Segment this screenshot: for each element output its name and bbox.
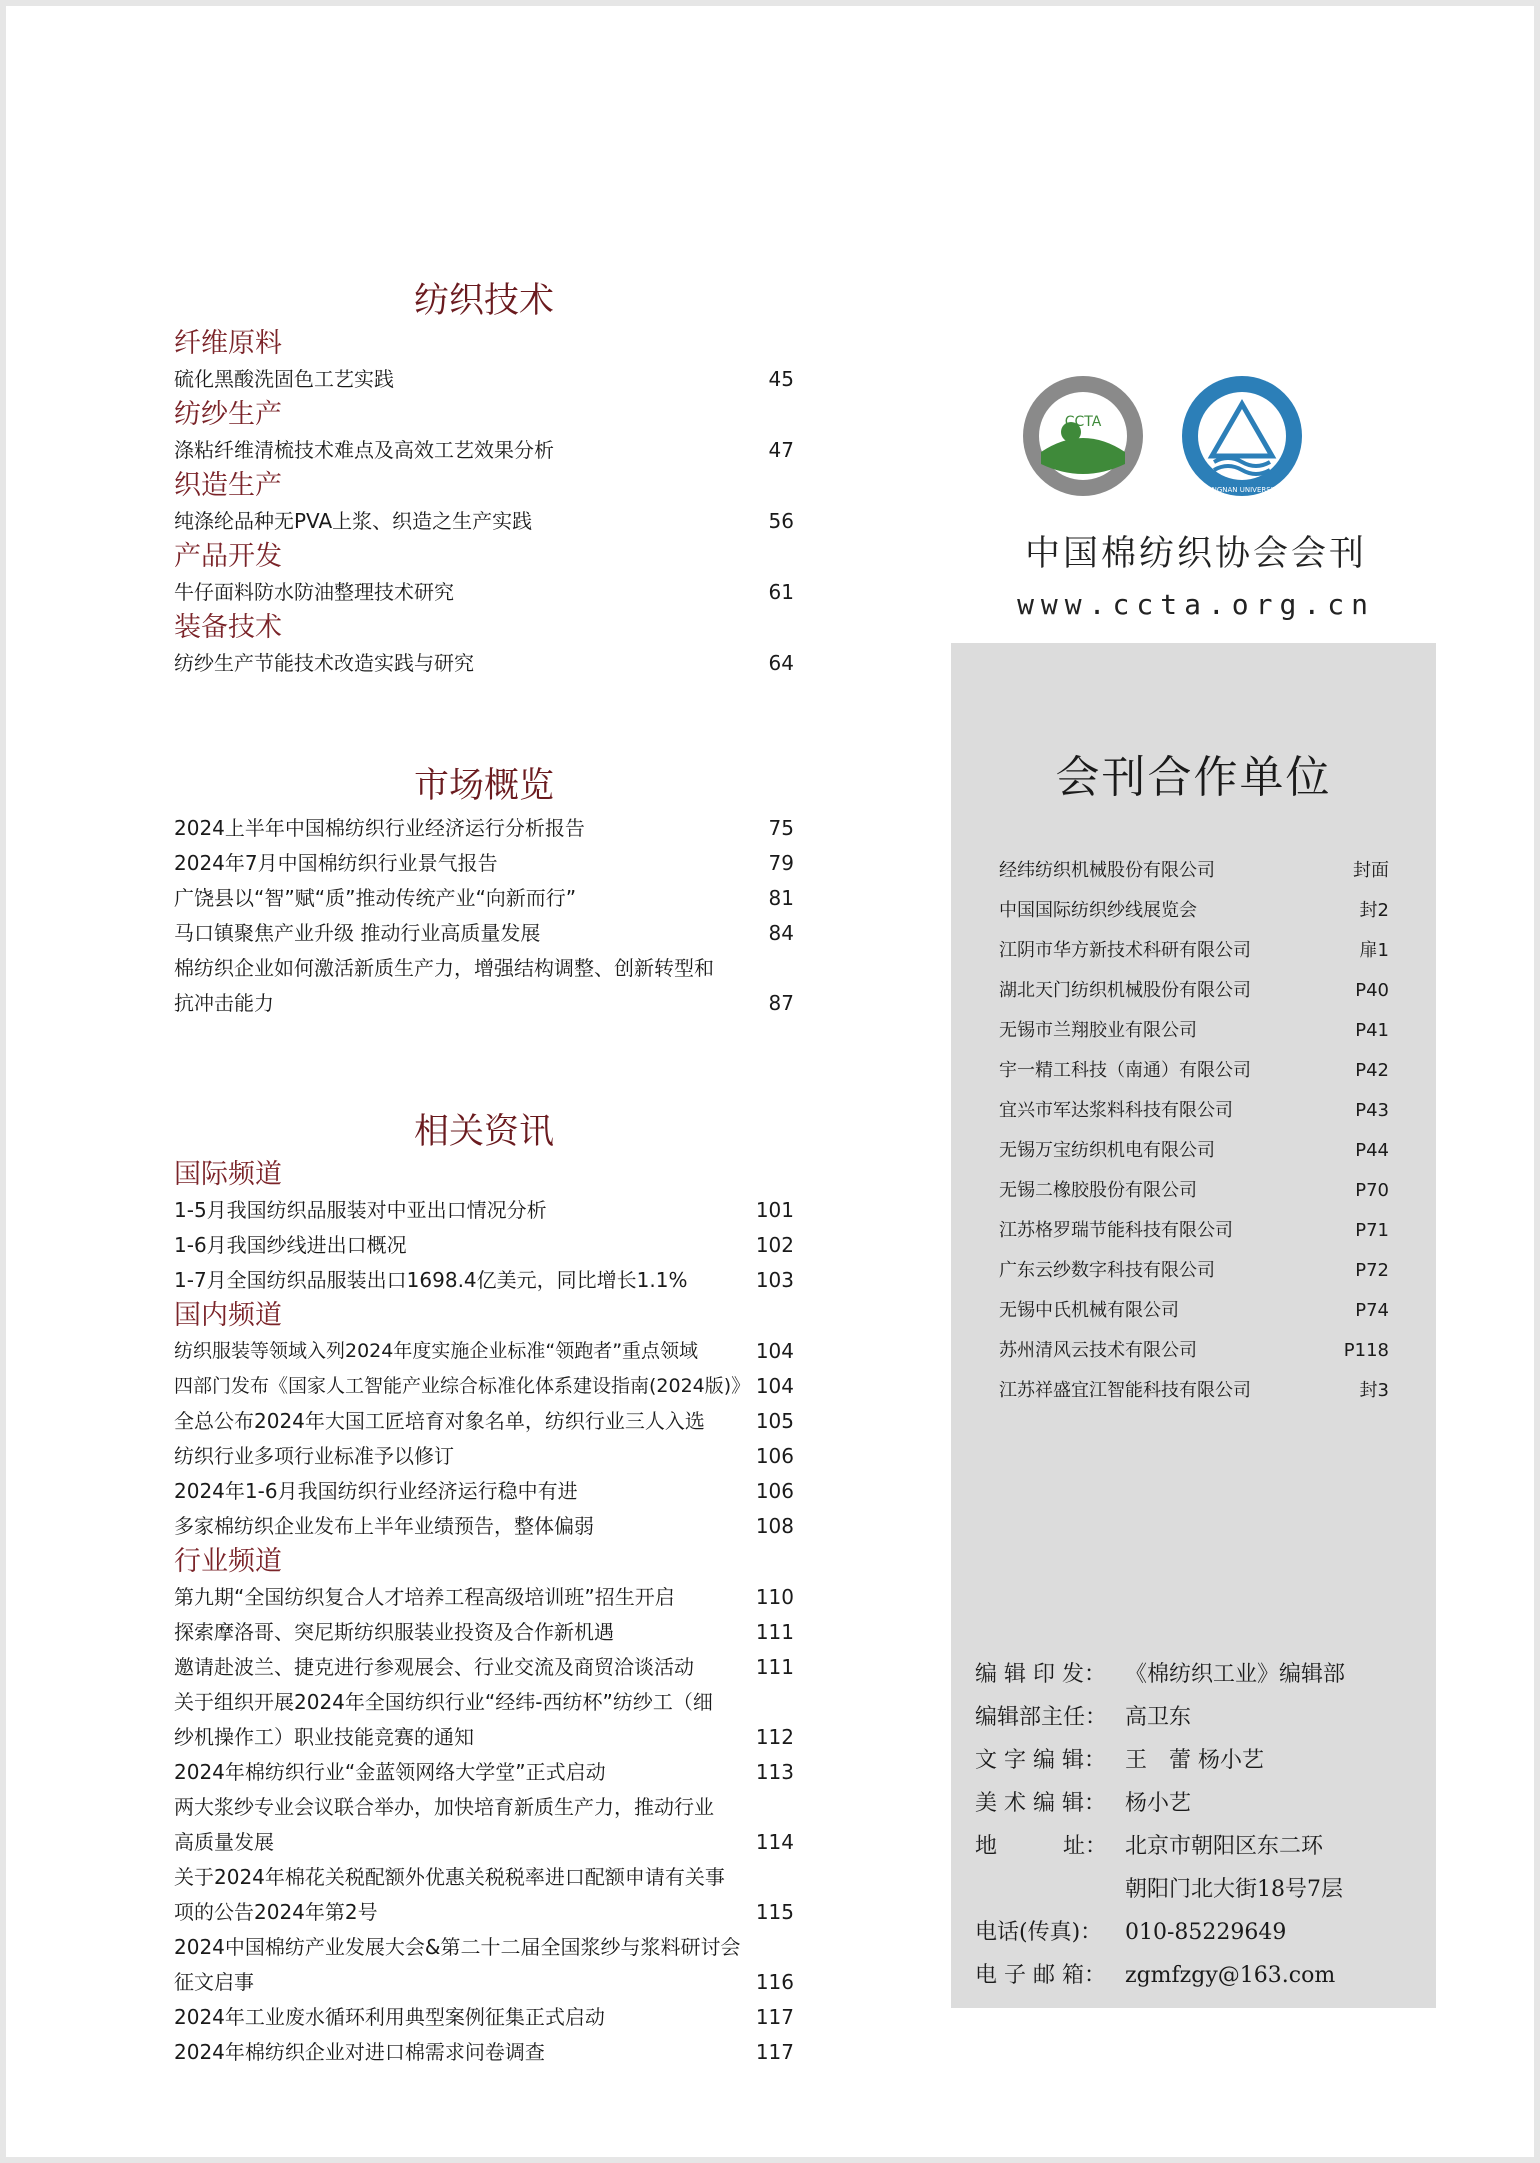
editorial-key: 编 辑 印 发： (975, 1662, 1106, 1687)
toc-entry-title: 2024年7月中国棉纺织行业景气报告 (174, 851, 498, 875)
toc-entry[interactable] (174, 1895, 794, 1930)
toc-entry[interactable] (174, 2000, 794, 2035)
ccta-logo-icon (1021, 374, 1145, 498)
toc-entry-page: 117 (755, 2005, 794, 2029)
editorial-row (975, 1653, 1425, 1696)
partner-name: 江阴市华方新技术科研有限公司 (999, 940, 1251, 961)
toc-entry-title: 探索摩洛哥、突尼斯纺织服装业投资及合作新机遇 (174, 1620, 614, 1644)
toc-entry[interactable] (174, 1474, 794, 1509)
partner-page: P74 (1355, 1300, 1389, 1321)
toc-entry-page: 87 (768, 991, 794, 1015)
partner-page: 封3 (1359, 1380, 1389, 1401)
toc-entry[interactable] (174, 433, 794, 468)
partner-item[interactable] (999, 1091, 1389, 1131)
partner-item[interactable] (999, 931, 1389, 971)
partner-name: 江苏祥盛宜江智能科技有限公司 (999, 1380, 1251, 1401)
editorial-info (975, 1653, 1425, 1997)
toc-entry[interactable] (174, 1193, 794, 1228)
partner-name: 宜兴市军达浆料科技有限公司 (999, 1100, 1233, 1121)
toc-entry-title: 1-5月我国纺织品服装对中亚出口情况分析 (174, 1198, 547, 1222)
publication-title: 中国棉纺织协会会刊 (1024, 534, 1367, 574)
toc-entry[interactable] (174, 1580, 794, 1615)
editorial-key (975, 1868, 1125, 1911)
partner-item[interactable] (999, 851, 1389, 891)
toc-entry-page: 112 (755, 1725, 794, 1749)
partner-panel-title: 会刊合作单位 (1055, 752, 1332, 803)
partner-item[interactable] (999, 1131, 1389, 1171)
toc-entry-page: 104 (755, 1374, 794, 1398)
jiangnan-logo-icon (1180, 374, 1304, 498)
editorial-value: 010-85229649 (1125, 1920, 1287, 1945)
toc-entry-page: 111 (755, 1655, 794, 1679)
toc-entry-title: 牛仔面料防水防油整理技术研究 (174, 580, 454, 604)
toc-entry-title: 纯涤纶品种无PVA上浆、织造之生产实践 (174, 509, 533, 533)
toc-entry[interactable] (174, 2035, 794, 2070)
toc-entry[interactable] (174, 1334, 794, 1369)
editorial-row (975, 1696, 1425, 1739)
toc-entry-title: 四部门发布《国家人工智能产业综合标准化体系建设指南(2024版)》 (174, 1375, 751, 1397)
toc-entry-page: 104 (755, 1339, 794, 1363)
toc-entry-title: 纺织服装等领域入列2024年度实施企业标准“领跑者”重点领域 (174, 1340, 699, 1362)
editorial-value: 朝阳门北大街18号7层 (1125, 1877, 1343, 1902)
toc-entry-title: 2024年工业废水循环利用典型案例征集正式启动 (174, 2005, 605, 2029)
partner-page: P42 (1355, 1060, 1389, 1081)
toc-entry-page: 106 (755, 1444, 794, 1468)
partner-page: P71 (1355, 1220, 1389, 1241)
toc-entry-page: 114 (755, 1830, 794, 1854)
toc-entry-page: 105 (755, 1409, 794, 1433)
toc-entry-page: 61 (768, 580, 794, 604)
jiangnan-university-logo (1180, 374, 1304, 498)
toc-entry-title: 2024年棉纺织行业“金蓝领网络大学堂”正式启动 (174, 1760, 606, 1784)
partner-item[interactable] (999, 971, 1389, 1011)
editorial-value: 北京市朝阳区东二环 (1125, 1834, 1324, 1859)
subsection-title: 国内频道 (174, 1300, 282, 1331)
toc-entry-title-line2: 征文启事 (174, 1970, 254, 1994)
editorial-key: 文 字 编 辑： (975, 1748, 1106, 1773)
editorial-value: 《棉纺织工业》编辑部 (1125, 1662, 1346, 1687)
partner-name: 湖北天门纺织机械股份有限公司 (999, 980, 1251, 1001)
editorial-row (975, 1911, 1425, 1954)
partner-item[interactable] (999, 1371, 1389, 1411)
toc-entry-title-line1[interactable]: 棉纺织企业如何激活新质生产力，增强结构调整、创新转型和 (174, 956, 714, 980)
partner-name: 中国国际纺织纱线展览会 (999, 900, 1197, 921)
partner-name: 无锡万宝纺织机电有限公司 (999, 1140, 1215, 1161)
partner-item[interactable] (999, 891, 1389, 931)
editorial-row (975, 1782, 1425, 1825)
partner-page: 扉1 (1359, 940, 1389, 961)
partner-page: P43 (1355, 1100, 1389, 1121)
subsection-title: 纤维原料 (174, 328, 282, 359)
toc-entry-title: 1-7月全国纺织品服装出口1698.4亿美元，同比增长1.1% (174, 1268, 688, 1292)
toc-entry-page: 56 (768, 509, 794, 533)
toc-entry[interactable] (174, 986, 794, 1021)
toc-entry-title-line1[interactable]: 2024中国棉纺产业发展大会&第二十二届全国浆纱与浆料研讨会 (174, 1935, 741, 1959)
toc-entry-page: 79 (768, 851, 794, 875)
toc-entry[interactable] (174, 1720, 794, 1755)
ccta-logo (1021, 374, 1145, 498)
toc-entry-page: 108 (755, 1514, 794, 1538)
toc-entry-page: 84 (768, 921, 794, 945)
toc-entry-page: 116 (755, 1970, 794, 1994)
toc-entry[interactable] (174, 846, 794, 881)
toc-entry-title: 全总公布2024年大国工匠培育对象名单，纺织行业三人入选 (174, 1409, 705, 1433)
toc-entry-title: 马口镇聚焦产业升级 推动行业高质量发展 (174, 921, 541, 945)
partner-page: P118 (1343, 1340, 1389, 1361)
partner-list (999, 851, 1389, 1411)
toc-entry[interactable] (174, 1369, 794, 1404)
toc-entry-title-line1[interactable]: 关于2024年棉花关税配额外优惠关税税率进口配额申请有关事 (174, 1865, 725, 1889)
toc-entry-page: 103 (755, 1268, 794, 1292)
magazine-page (6, 6, 1534, 2157)
toc-entry-title: 纺纱生产节能技术改造实践与研究 (174, 651, 474, 675)
partner-page: P70 (1355, 1180, 1389, 1201)
partner-item[interactable] (999, 1251, 1389, 1291)
toc-entry-title: 纺织行业多项行业标准予以修订 (174, 1444, 454, 1468)
toc-entry[interactable] (174, 1615, 794, 1650)
partner-page: 封2 (1359, 900, 1389, 921)
toc-entry-title-line1[interactable]: 关于组织开展2024年全国纺织行业“经纬-西纺杯”纺纱工（细 (174, 1690, 713, 1714)
editorial-key: 地 址： (975, 1834, 1108, 1859)
editorial-value: 高卫东 (1125, 1705, 1192, 1730)
subsection-title: 纺纱生产 (174, 399, 282, 430)
partner-name: 宇一精工科技（南通）有限公司 (999, 1060, 1251, 1081)
section-title: 市场概览 (413, 766, 554, 806)
partner-item[interactable] (999, 1171, 1389, 1211)
toc-entry-title: 广饶县以“智”赋“质”推动传统产业“向新而行” (174, 886, 577, 910)
jiangnan-logo-text: JIANGNAN UNIVERSITY (1202, 486, 1282, 494)
section-title: 相关资讯 (413, 1112, 554, 1152)
toc-entry[interactable] (174, 916, 794, 951)
toc-entry[interactable] (174, 362, 794, 397)
toc-entry-page: 102 (755, 1233, 794, 1257)
toc-entry-title: 涤粘纤维清梳技术难点及高效工艺效果分析 (174, 438, 554, 462)
partner-page: P41 (1355, 1020, 1389, 1041)
toc-entry-page: 113 (755, 1760, 794, 1784)
partner-item[interactable] (999, 1211, 1389, 1251)
toc-entry[interactable] (174, 1439, 794, 1474)
toc-entry[interactable] (174, 881, 794, 916)
partner-item[interactable] (999, 1051, 1389, 1091)
editorial-row (975, 1954, 1425, 1997)
subsection-title: 国际频道 (174, 1159, 282, 1190)
editorial-value: 杨小艺 (1125, 1791, 1192, 1816)
toc-entry[interactable] (174, 1650, 794, 1685)
partner-name: 无锡二橡胶股份有限公司 (999, 1180, 1197, 1201)
toc-entry-title: 2024年棉纺织企业对进口棉需求问卷调查 (174, 2040, 545, 2064)
toc-entry-title: 2024上半年中国棉纺织行业经济运行分析报告 (174, 816, 585, 840)
editorial-row (975, 1739, 1425, 1782)
toc-entry-page: 101 (755, 1198, 794, 1222)
toc-entry-page: 111 (755, 1620, 794, 1644)
toc-entry-title: 硫化黑酸洗固色工艺实践 (174, 367, 394, 391)
partner-page: P44 (1355, 1140, 1389, 1161)
partner-item[interactable] (999, 1331, 1389, 1371)
subsection-title: 产品开发 (174, 541, 282, 572)
section-title: 纺织技术 (413, 281, 554, 321)
toc-entry[interactable] (174, 1825, 794, 1860)
toc-entry-title-line2: 抗冲击能力 (174, 991, 274, 1015)
editorial-key: 电 子 邮 箱： (975, 1963, 1106, 1988)
toc-entry[interactable] (174, 646, 794, 681)
partner-name: 无锡中氏机械有限公司 (999, 1300, 1179, 1321)
toc-entry[interactable] (174, 1228, 794, 1263)
toc-entry[interactable] (174, 1755, 794, 1790)
toc-entry-page: 106 (755, 1479, 794, 1503)
toc-entry-page: 75 (768, 816, 794, 840)
section-gap (174, 681, 794, 761)
toc-entry[interactable] (174, 1509, 794, 1544)
toc-entry-page: 45 (768, 367, 794, 391)
editorial-key: 编辑部主任： (975, 1705, 1108, 1730)
subsection-title: 织造生产 (174, 470, 282, 501)
toc-entry-title-line2: 项的公告2024年第2号 (174, 1900, 378, 1924)
table-of-contents (174, 276, 794, 2070)
toc-entry-title: 多家棉纺织企业发布上半年业绩预告，整体偏弱 (174, 1514, 594, 1538)
partner-page: P72 (1355, 1260, 1389, 1281)
toc-entry-title-line1[interactable]: 两大浆纱专业会议联合举办，加快培育新质生产力，推动行业 (174, 1795, 714, 1819)
toc-entry-page: 110 (755, 1585, 794, 1609)
partner-page: P40 (1355, 980, 1389, 1001)
toc-entry-page: 115 (755, 1900, 794, 1924)
toc-entry-page: 117 (755, 2040, 794, 2064)
toc-entry[interactable] (174, 575, 794, 610)
toc-entry-title: 1-6月我国纱线进出口概况 (174, 1233, 407, 1257)
toc-entry[interactable] (174, 1404, 794, 1439)
partner-name: 经纬纺织机械股份有限公司 (999, 860, 1215, 881)
toc-entry-page: 47 (768, 438, 794, 462)
partner-name: 江苏格罗瑞节能科技有限公司 (999, 1220, 1233, 1241)
subsection-title: 装备技术 (174, 612, 282, 643)
publication-url[interactable]: www.ccta.org.cn (1017, 588, 1375, 621)
toc-entry[interactable] (174, 504, 794, 539)
toc-entry-title-line2: 纱机操作工）职业技能竞赛的通知 (174, 1725, 474, 1749)
toc-entry-page: 81 (768, 886, 794, 910)
toc-entry-page: 64 (768, 651, 794, 675)
partner-item[interactable] (999, 1011, 1389, 1051)
partner-name: 苏州清风云技术有限公司 (999, 1340, 1197, 1361)
partner-item[interactable] (999, 1291, 1389, 1331)
ccta-logo-text: CCTA (1064, 414, 1102, 430)
partner-page: 封面 (1353, 860, 1389, 881)
editorial-row (975, 1825, 1425, 1868)
toc-entry-title-line2: 高质量发展 (174, 1830, 274, 1854)
editorial-value: 王 蕾 杨小艺 (1125, 1748, 1264, 1773)
section-gap (174, 1021, 794, 1107)
toc-entry[interactable] (174, 1263, 794, 1298)
editorial-row (975, 1868, 1425, 1911)
editorial-key: 电话(传真)： (975, 1920, 1103, 1945)
toc-entry-title: 2024年1-6月我国纺织行业经济运行稳中有进 (174, 1479, 578, 1503)
partner-panel (951, 643, 1436, 2008)
editorial-value[interactable]: zgmfzgy@163.com (1125, 1963, 1336, 1988)
toc-entry[interactable] (174, 811, 794, 846)
subsection-title: 行业频道 (174, 1546, 282, 1577)
partner-name: 无锡市兰翔胶业有限公司 (999, 1020, 1197, 1041)
partner-name: 广东云纱数字科技有限公司 (999, 1260, 1215, 1281)
toc-entry-title: 邀请赴波兰、捷克进行参观展会、行业交流及商贸洽谈活动 (174, 1655, 694, 1679)
editorial-key: 美 术 编 辑： (975, 1791, 1106, 1816)
toc-entry-title: 第九期“全国纺织复合人才培养工程高级培训班”招生开启 (174, 1585, 675, 1609)
toc-entry[interactable] (174, 1965, 794, 2000)
